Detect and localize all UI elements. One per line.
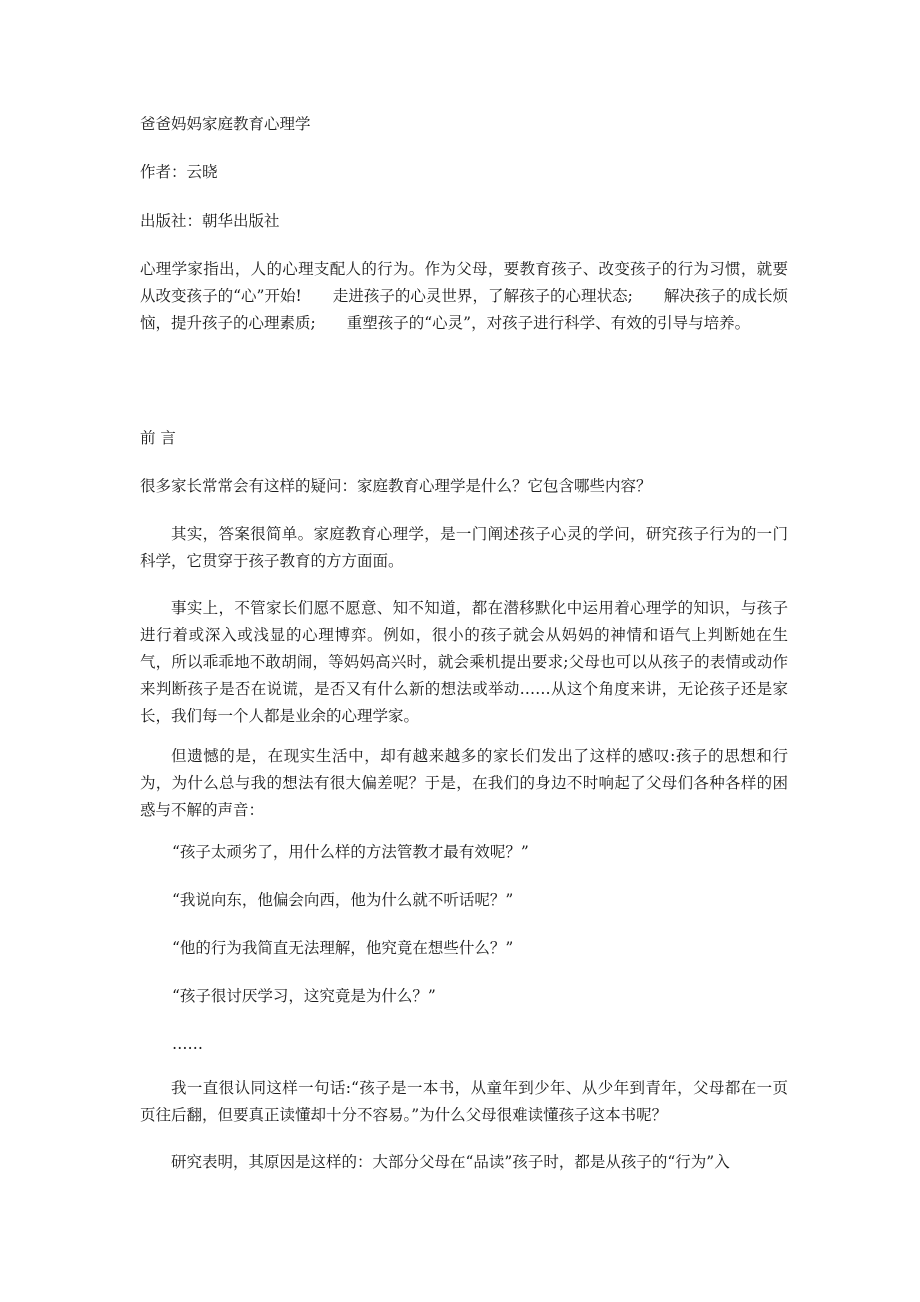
book-author: 作者：云晓 <box>140 163 218 181</box>
book-intro: 心理学家指出，人的心理支配人的行为。作为父母，要教育孩子、改变孩子的行为习惯，就要从改变孩子的“心”开始! 走进孩子的心灵世界，了解孩子的心理状态; 解决孩子的成长烦恼，提升孩子的心理素质; 重塑孩子的“心灵”，对孩子进行科学、有效的引导与培养。 <box>140 260 788 332</box>
preface-paragraph-2: 其实，答案很简单。家庭教育心理学，是一门阐述孩子心灵的学问，研究孩子行为的一门科学，它贯穿于孩子教育的方方面面。 <box>140 525 788 570</box>
preface-paragraph-3: 事实上，不管家长们愿不愿意、知不知道，都在潜移默化中运用着心理学的知识，与孩子进行着或深入或浅显的心理博弈。例如，很小的孩子就会从妈妈的神情和语气上判断她在生气，所以乖乖地不敢胡闹，等妈妈高兴时，就会乘机提出要求;父母也可以从孩子的表情或动作来判断孩子是否在说谎，是否又有什么新的想法或举动……从这个角度来讲，无论孩子还是家长，我们每一个人都是业余的心理学家。 <box>140 599 788 725</box>
book-title: 爸爸妈妈家庭教育心理学 <box>140 115 311 133</box>
parent-quote-4: “孩子很讨厌学习，这究竟是为什么？” <box>172 987 436 1005</box>
preface-heading: 前 言 <box>140 429 176 447</box>
parent-quote-2: “我说向东，他偏会向西，他为什么就不听话呢？” <box>172 891 514 909</box>
book-publisher: 出版社：朝华出版社 <box>140 212 280 230</box>
preface-paragraph-6: 研究表明，其原因是这样的：大部分父母在“品读”孩子时，都是从孩子的“行为”入 <box>171 1153 730 1171</box>
preface-paragraph-5: 我一直很认同这样一句话:“孩子是一本书，从童年到少年、从少年到青年，父母都在一页页往后翻，但要真正读懂却十分不容易。”为什么父母很难读懂孩子这本书呢？ <box>140 1079 788 1124</box>
parent-quote-1: “孩子太顽劣了，用什么样的方法管教才最有效呢？” <box>172 843 529 861</box>
parent-quote-3: “他的行为我简直无法理解，他究竟在想些什么？” <box>172 939 514 957</box>
ellipsis-line: …… <box>172 1035 203 1053</box>
preface-paragraph-1: 很多家长常常会有这样的疑问：家庭教育心理学是什么？它包含哪些内容？ <box>140 477 652 495</box>
preface-paragraph-4: 但遗憾的是，在现实生活中，却有越来越多的家长们发出了这样的感叹:孩子的思想和行为，为什么总与我的想法有很大偏差呢？于是，在我们的身边不时响起了父母们各种各样的困惑与不解的声音： <box>140 747 788 819</box>
